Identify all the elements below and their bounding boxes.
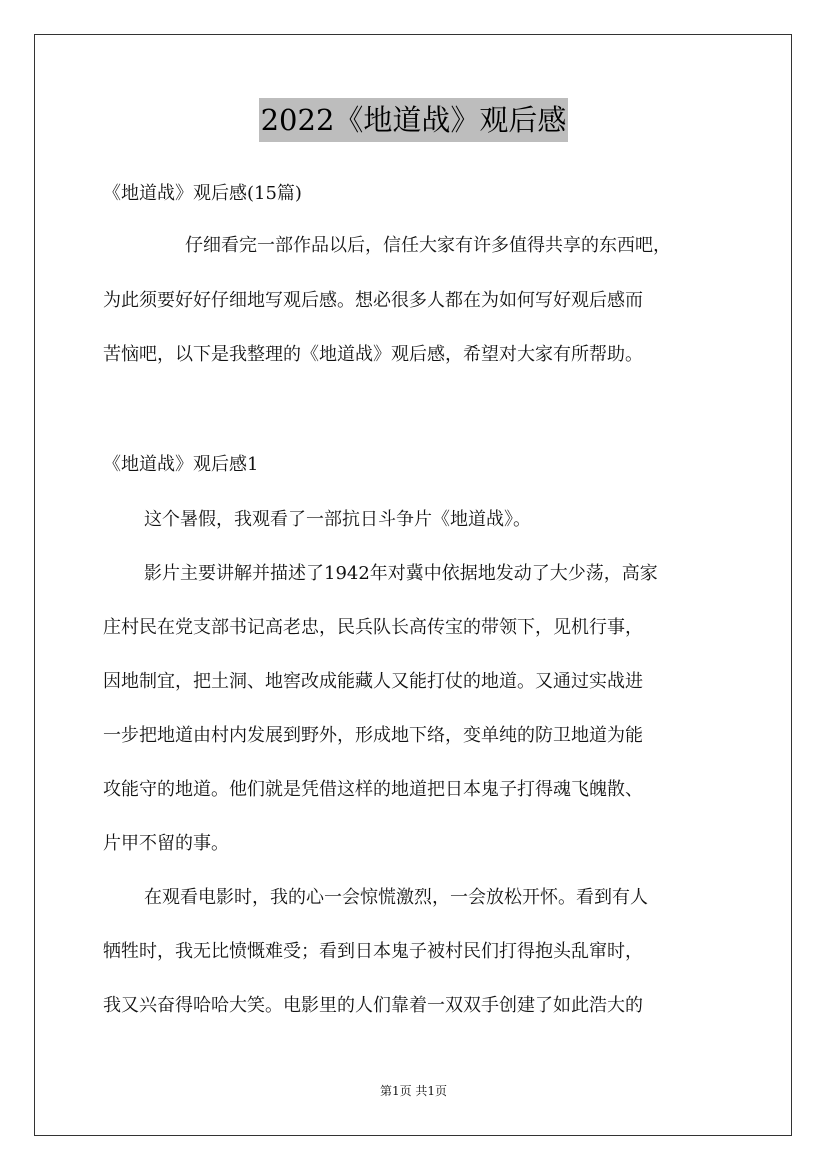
paragraph3-line-2: 牺牲时，我无比愤慨难受；看到日本鬼子被村民们打得抱头乱窜时， xyxy=(103,941,643,962)
paragraph1-line-1: 这个暑假，我观看了一部抗日斗争片《地道战》。 xyxy=(144,509,531,530)
page-number-footer: 第1页 共1页 xyxy=(379,1084,448,1098)
intro-line-3: 苦恼吧，以下是我整理的《地道战》观后感，希望对大家有所帮助。 xyxy=(103,344,643,365)
paragraph2-line-6: 片甲不留的事。 xyxy=(103,833,229,854)
document-title: 2022《地道战》观后感 xyxy=(259,98,569,142)
paragraph2-line-2: 庄村民在党支部书记高老忠，民兵队长高传宝的带领下，见机行事， xyxy=(103,617,643,638)
paragraph3-line-1: 在观看电影时，我的心一会惊慌激烈，一会放松开怀。看到有人 xyxy=(144,887,648,908)
intro-line-1: 仔细看完一部作品以后，信任大家有许多值得共享的东西吧， xyxy=(185,235,671,256)
title-container xyxy=(0,98,827,142)
paragraph2-line-5: 攻能守的地道。他们就是凭借这样的地道把日本鬼子打得魂飞魄散、 xyxy=(103,779,643,800)
intro-line-2: 为此须要好好仔细地写观后感。想必很多人都在为如何写好观后感而 xyxy=(103,290,643,311)
paragraph2-line-3: 因地制宜，把土洞、地窖改成能藏人又能打仗的地道。又通过实战进 xyxy=(103,671,643,692)
paragraph2-line-4: 一步把地道由村内发展到野外，形成地下络，变单纯的防卫地道为能 xyxy=(103,725,643,746)
paragraph3-line-3: 我又兴奋得哈哈大笑。电影里的人们靠着一双双手创建了如此浩大的 xyxy=(103,995,643,1016)
document-subtitle: 《地道战》观后感(15篇) xyxy=(103,183,302,204)
section-heading: 《地道战》观后感1 xyxy=(103,454,259,475)
paragraph2-line-1: 影片主要讲解并描述了1942年对冀中依据地发动了大少荡，高家 xyxy=(144,563,658,584)
